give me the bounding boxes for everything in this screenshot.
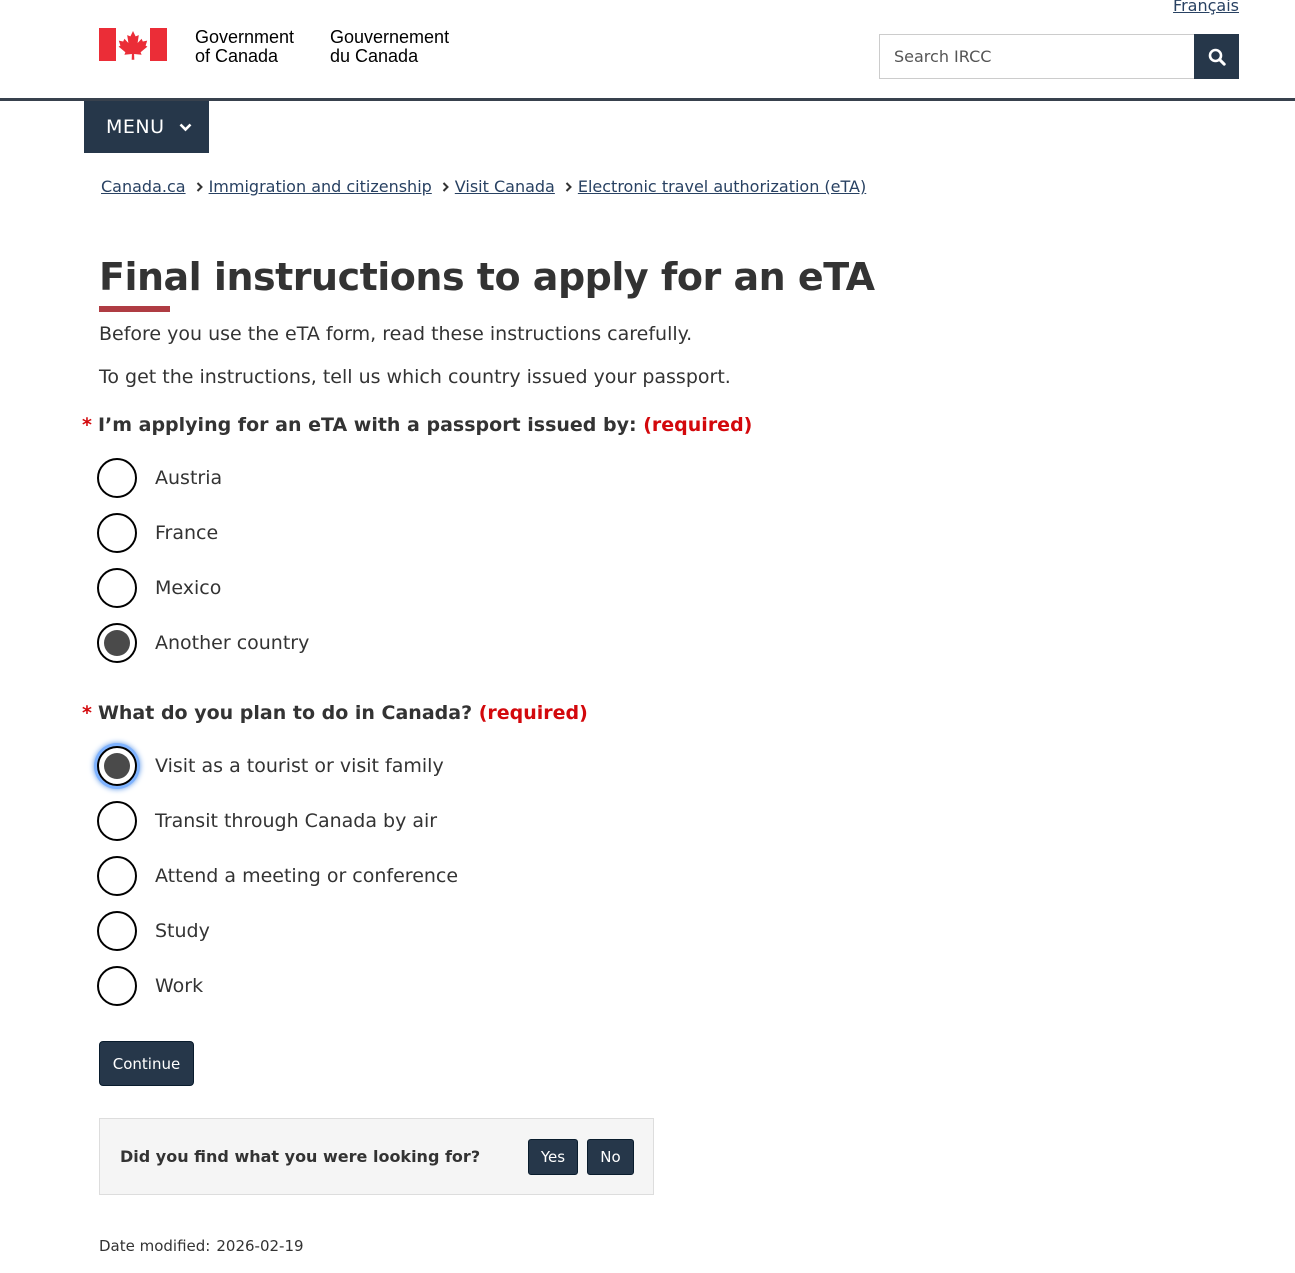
chevron-right-icon	[565, 182, 572, 192]
radio-option-tourist[interactable]	[97, 746, 444, 786]
wordmark-fr-line1: Gouvernement	[330, 27, 450, 47]
continue-button[interactable]: Continue	[99, 1041, 194, 1086]
radio-label: Another country	[155, 632, 310, 654]
radio-option-study[interactable]	[97, 911, 210, 951]
radio-option-meeting[interactable]	[97, 856, 458, 896]
required-asterisk: *	[82, 702, 92, 724]
radio-option-austria[interactable]	[97, 458, 222, 498]
feedback-yes-button[interactable]: Yes	[528, 1139, 578, 1175]
required-indicator: (required)	[478, 702, 588, 724]
feedback-no-button[interactable]: No	[587, 1139, 634, 1175]
radio-option-transit[interactable]	[97, 801, 437, 841]
wordmark-fr-line2: du Canada	[330, 46, 419, 66]
breadcrumb-link-canada[interactable]: Canada.ca	[101, 177, 186, 196]
wordmark-en-line2: of Canada	[195, 46, 279, 66]
breadcrumb-link-immigration[interactable]: Immigration and citizenship	[208, 177, 432, 196]
radio-button[interactable]	[97, 458, 137, 498]
radio-option-another-country[interactable]	[97, 623, 309, 663]
radio-label: Mexico	[155, 577, 222, 599]
feedback-question: Did you find what you were looking for?	[120, 1147, 481, 1166]
radio-label: Work	[155, 975, 204, 997]
date-modified-value: 2026-02-19	[216, 1237, 304, 1255]
breadcrumb	[101, 177, 866, 196]
radio-label: Austria	[155, 467, 223, 489]
radio-button-selected[interactable]	[97, 746, 137, 786]
menu-button[interactable]	[84, 101, 209, 153]
search-input[interactable]	[879, 34, 1194, 79]
wordmark-french	[330, 28, 449, 66]
radio-button-selected[interactable]	[97, 623, 137, 663]
radio-label: Study	[155, 920, 210, 942]
passport-country-question	[82, 414, 752, 436]
required-asterisk: *	[82, 414, 92, 436]
canada-flag-icon	[99, 28, 167, 61]
required-indicator: (required)	[643, 414, 753, 436]
radio-button[interactable]	[97, 801, 137, 841]
radio-button[interactable]	[97, 568, 137, 608]
language-toggle-link[interactable]: Français	[1173, 0, 1239, 15]
intro-text-1: Before you use the eTA form, read these instructions carefully.	[99, 323, 693, 345]
question-text: What do you plan to do in Canada?	[97, 702, 473, 724]
search-form	[879, 34, 1239, 79]
radio-label: Attend a meeting or conference	[155, 865, 459, 887]
government-of-canada-logo[interactable]	[99, 27, 450, 66]
page-feedback-panel	[99, 1118, 654, 1195]
intro-text-2: To get the instructions, tell us which country issued your passport.	[99, 366, 731, 388]
radio-label: Visit as a tourist or visit family	[155, 755, 444, 777]
radio-button[interactable]	[97, 856, 137, 896]
chevron-right-icon	[196, 182, 203, 192]
title-underline	[99, 306, 170, 312]
chevron-right-icon	[442, 182, 449, 192]
breadcrumb-link-eta[interactable]: Electronic travel authorization (eTA)	[577, 177, 867, 196]
radio-label: Transit through Canada by air	[155, 810, 438, 832]
radio-option-work[interactable]	[97, 966, 203, 1006]
date-modified-label: Date modified:	[99, 1237, 211, 1255]
radio-label: France	[155, 522, 219, 544]
search-icon	[1208, 48, 1226, 66]
chevron-down-icon	[179, 123, 192, 132]
breadcrumb-link-visit-canada[interactable]: Visit Canada	[454, 177, 555, 196]
date-modified	[99, 1237, 304, 1255]
question-text: I’m applying for an eTA with a passport issued by:	[97, 414, 637, 436]
radio-button[interactable]	[97, 966, 137, 1006]
search-button[interactable]	[1194, 34, 1239, 79]
radio-button[interactable]	[97, 513, 137, 553]
radio-button[interactable]	[97, 911, 137, 951]
radio-option-mexico[interactable]	[97, 568, 221, 608]
radio-option-france[interactable]	[97, 513, 218, 553]
page-title: Final instructions to apply for an eTA	[99, 255, 875, 299]
menu-label: MENU	[106, 116, 165, 138]
wordmark-en-line1: Government	[195, 27, 295, 47]
travel-purpose-question	[82, 702, 588, 724]
wordmark-english	[195, 28, 294, 66]
